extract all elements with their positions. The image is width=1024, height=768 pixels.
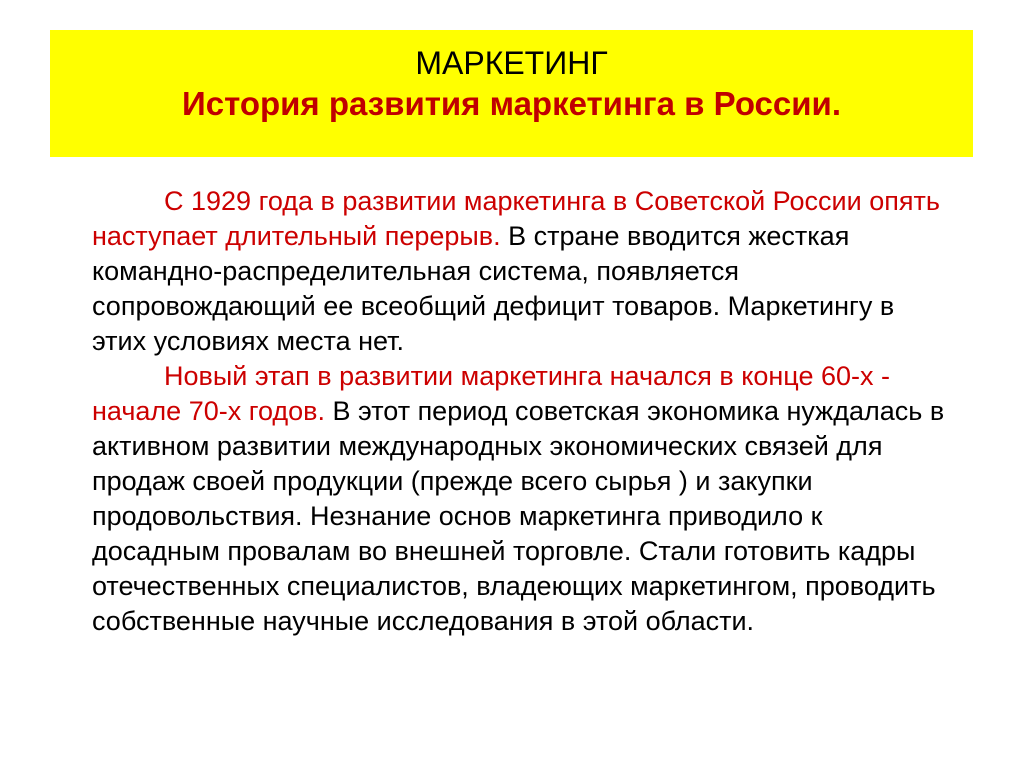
accent-text-segment: С 1929 года в развитии маркетинга в Советской России опять наступает длительный перерыв. — [92, 186, 940, 251]
slide-body — [92, 184, 952, 639]
accent-text-segment: Новый этап в развитии маркетинга начался в конце 60-х - начале 70-х годов. — [92, 361, 890, 426]
body-text-segment: В этот период советская экономика нуждалась в активном развитии международных экономических связей для продаж своей продукции (прежде всего сырья ) и закупки продовольствия. Незнание основ маркетинга приводило к досадным провалам во внешней торговле. Стали готовить кадры отечественных специалистов, владеющих маркетингом, проводить собственные научные исследования в этой области. — [92, 396, 945, 636]
paragraph — [92, 184, 952, 359]
body-text-segment: В стране вводится жесткая командно-распределительная система, появляется сопровождающий ее всеобщий дефицит товаров. Маркетингу в этих условиях места нет. — [92, 221, 895, 356]
paragraph — [92, 359, 952, 639]
slide-title-box — [50, 30, 973, 157]
slide-subtitle: История развития маркетинга в России. — [182, 85, 841, 122]
slide-title: МАРКЕТИНГ — [415, 45, 608, 81]
